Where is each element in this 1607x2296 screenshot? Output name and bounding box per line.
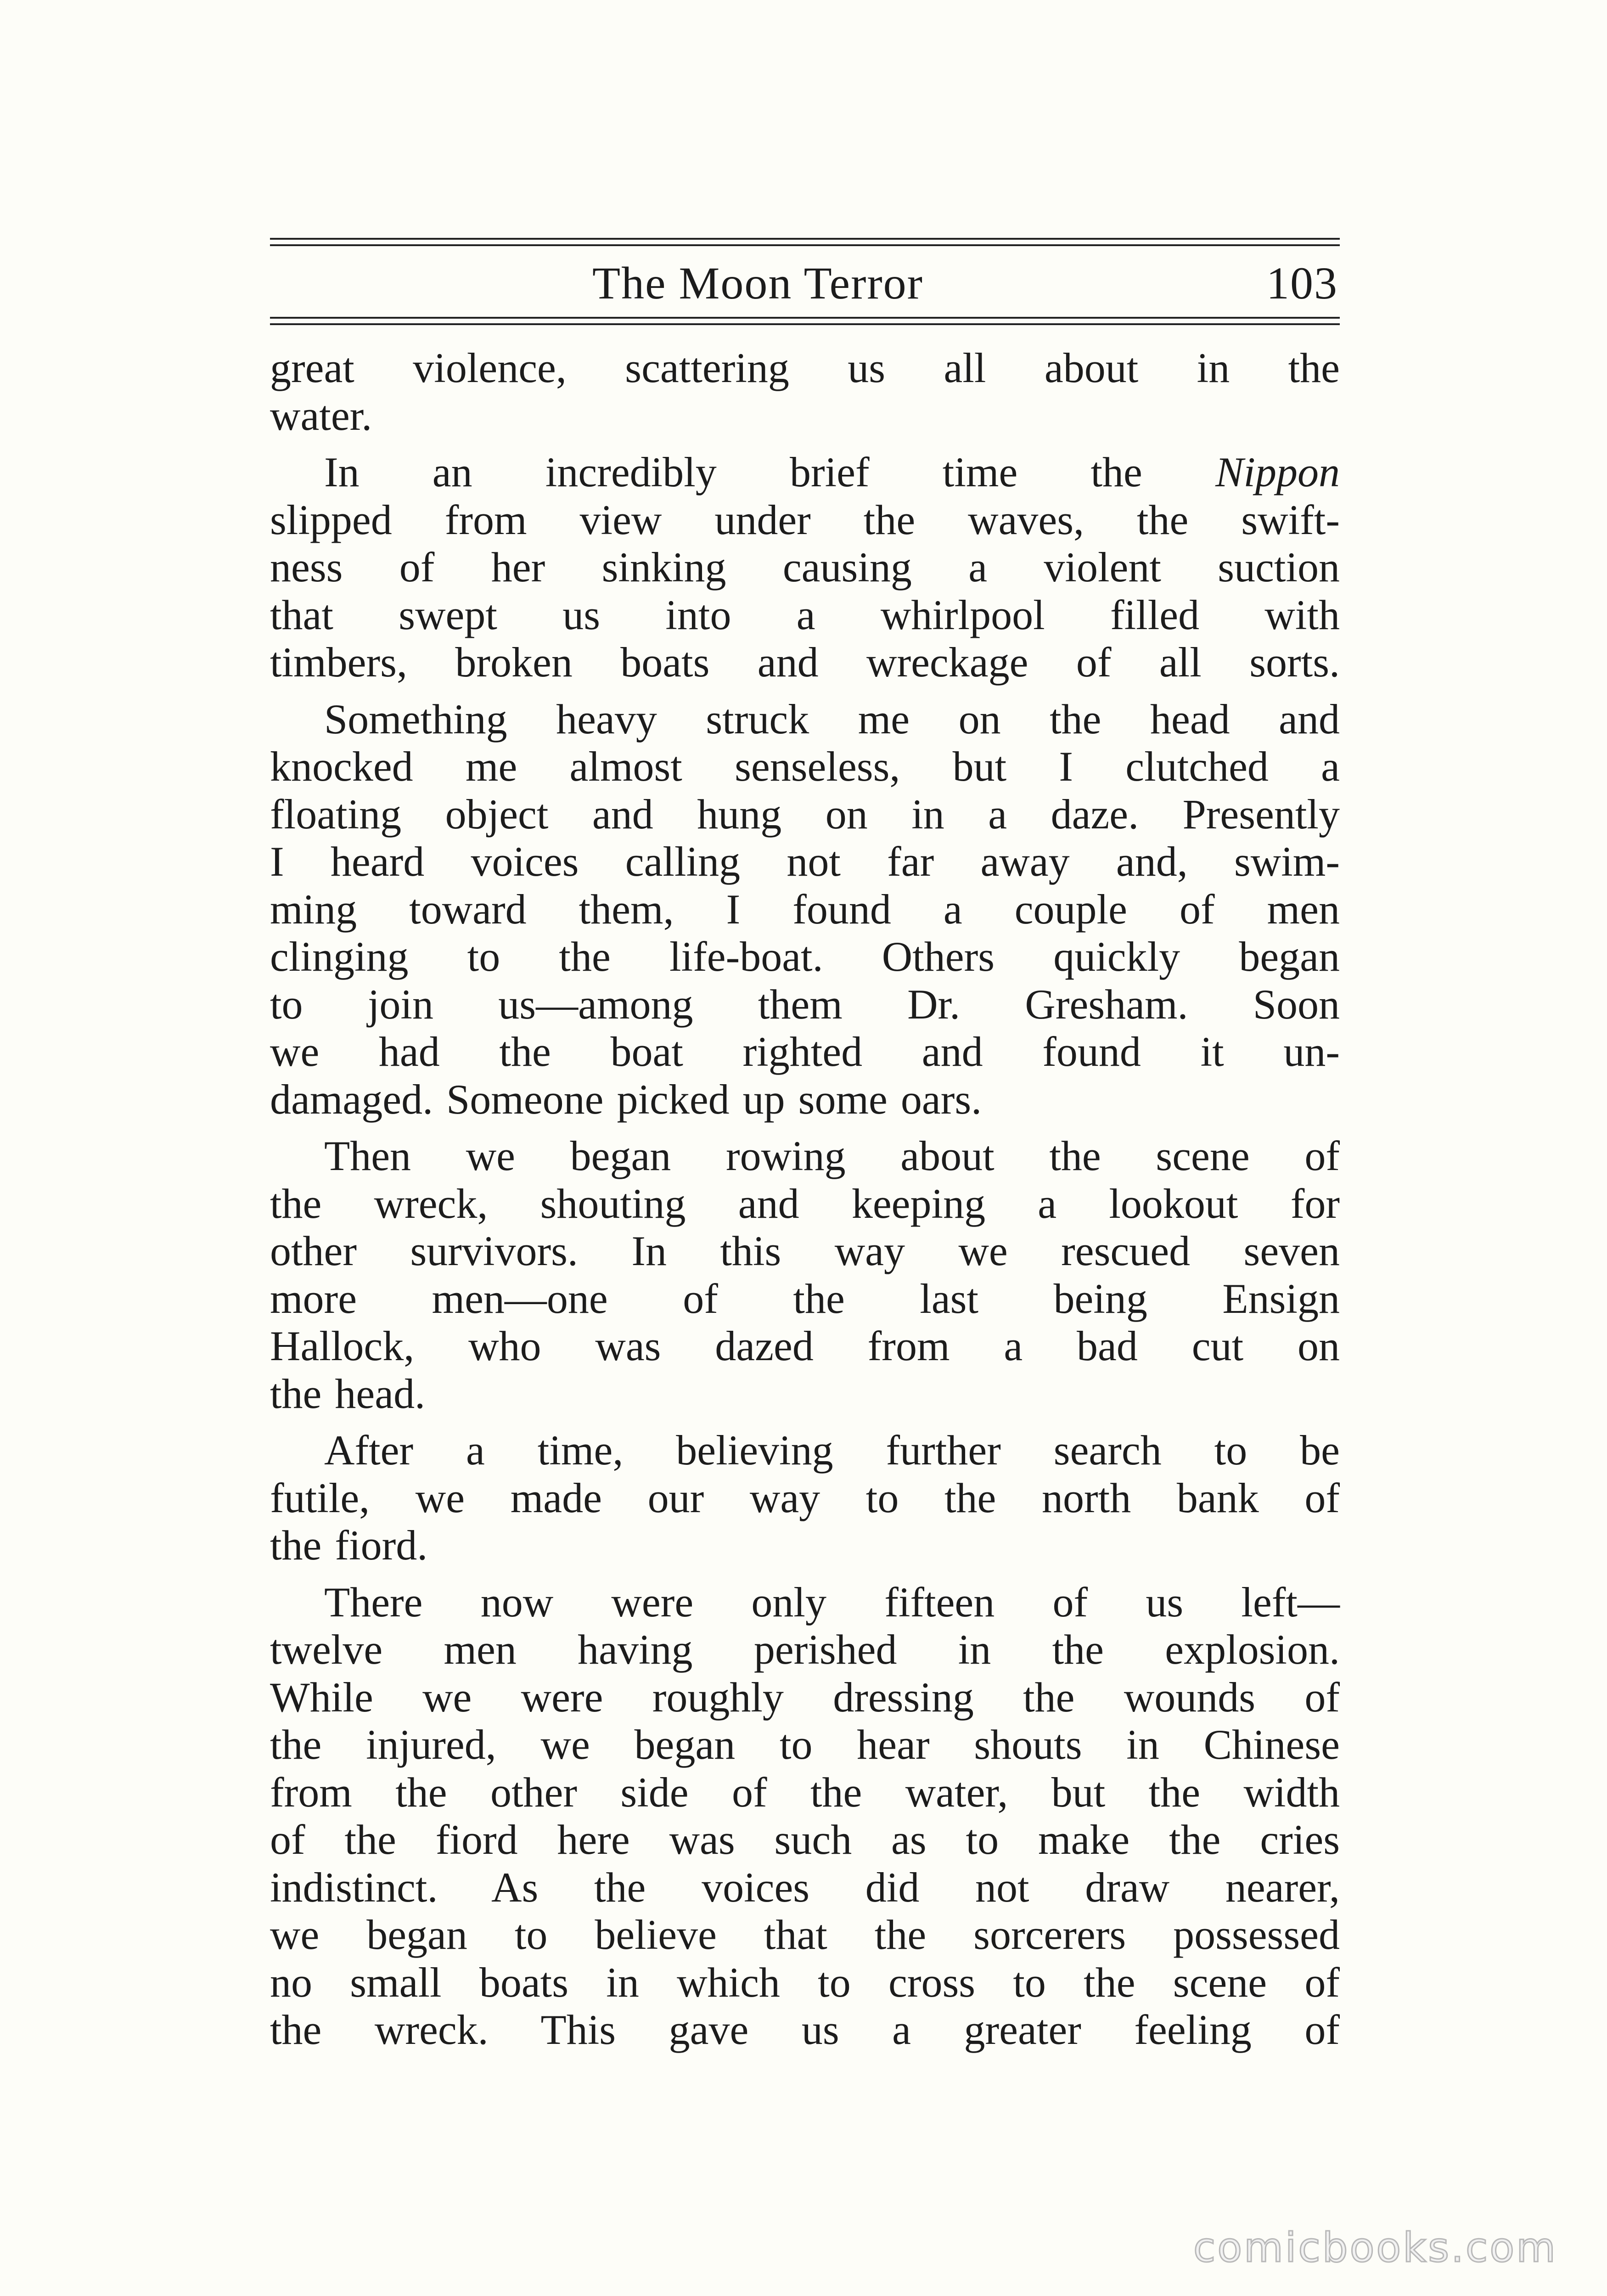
text-line: no small boats in which to cross to the scene of — [270, 1958, 1340, 2006]
paragraph-4 — [270, 1132, 1340, 1418]
text-line: the wreck, shouting and keeping a lookout for — [270, 1180, 1340, 1227]
text-line: clinging to the life-boat. Others quickly began — [270, 933, 1340, 980]
text-line: indistinct. As the voices did not draw nearer, — [270, 1863, 1340, 1911]
text-line: slipped from view under the waves, the swift- — [270, 496, 1340, 543]
ship-name: Nippon — [1215, 449, 1340, 495]
watermark: comicbooks.com — [1193, 2224, 1557, 2271]
page-number: 103 — [1266, 258, 1338, 309]
header-rule-bottom — [270, 317, 1340, 327]
text-line: knocked me almost senseless, but I clutched a — [270, 743, 1340, 790]
text-line: more men—one of the last being Ensign — [270, 1275, 1340, 1322]
text-line: twelve men having perished in the explosion. — [270, 1626, 1340, 1673]
text-line: of the fiord here was such as to make the cries — [270, 1816, 1340, 1863]
text-line: After a time, believing further search to be — [324, 1427, 1340, 1474]
text-line: damaged. Someone picked up some oars. — [270, 1075, 982, 1123]
rule-line — [270, 323, 1340, 325]
text-line: Something heavy struck me on the head and — [324, 695, 1340, 743]
text-line: ness of her sinking causing a violent suction — [270, 544, 1340, 591]
running-title: The Moon Terror — [592, 258, 923, 309]
text-line: great violence, scattering us all about in the — [270, 344, 1340, 391]
text-line: futile, we made our way to the north bank of — [270, 1474, 1340, 1521]
rule-line — [270, 317, 1340, 319]
text-line: the head. — [270, 1370, 426, 1417]
paragraph-2 — [270, 449, 1340, 687]
text-line: floating object and hung on in a daze. Presently — [270, 790, 1340, 838]
text-line: Hallock, who was dazed from a bad cut on — [270, 1322, 1340, 1369]
text-line: the injured, we began to hear shouts in Chinese — [270, 1721, 1340, 1768]
text-line: I heard voices calling not far away and, swim- — [270, 838, 1340, 885]
rule-line — [270, 238, 1340, 240]
running-head — [270, 248, 1340, 317]
text-line: other survivors. In this way we rescued seven — [270, 1227, 1340, 1274]
text-line: from the other side of the water, but the width — [270, 1768, 1340, 1816]
text-line: the wreck. This gave us a greater feeling of — [270, 2006, 1340, 2053]
text-line: the fiord. — [270, 1522, 428, 1569]
book-page — [270, 238, 1340, 2063]
text-line: water. — [270, 392, 372, 439]
text-line: ming toward them, I found a couple of men — [270, 885, 1340, 933]
text-line: timbers, broken boats and wreckage of all sorts. — [270, 639, 1340, 686]
body-text — [270, 344, 1340, 2054]
text-line: that swept us into a whirlpool filled with — [270, 591, 1340, 638]
header-rule-top — [270, 238, 1340, 248]
text-line: There now were only fifteen of us left— — [324, 1578, 1340, 1626]
text-line: Then we began rowing about the scene of — [324, 1132, 1340, 1179]
text-line: we had the boat righted and found it un- — [270, 1028, 1340, 1075]
text-line: we began to believe that the sorcerers possessed — [270, 1911, 1340, 1958]
paragraph-1 — [270, 344, 1340, 439]
text-line: to join us—among them Dr. Gresham. Soon — [270, 980, 1340, 1028]
text-line: While we were roughly dressing the wounds of — [270, 1673, 1340, 1721]
paragraph-6 — [270, 1579, 1340, 2054]
text-line — [270, 449, 1340, 496]
text-run: In an incredibly brief time the — [324, 449, 1216, 495]
paragraph-3 — [270, 696, 1340, 1124]
rule-line — [270, 244, 1340, 246]
paragraph-5 — [270, 1427, 1340, 1570]
